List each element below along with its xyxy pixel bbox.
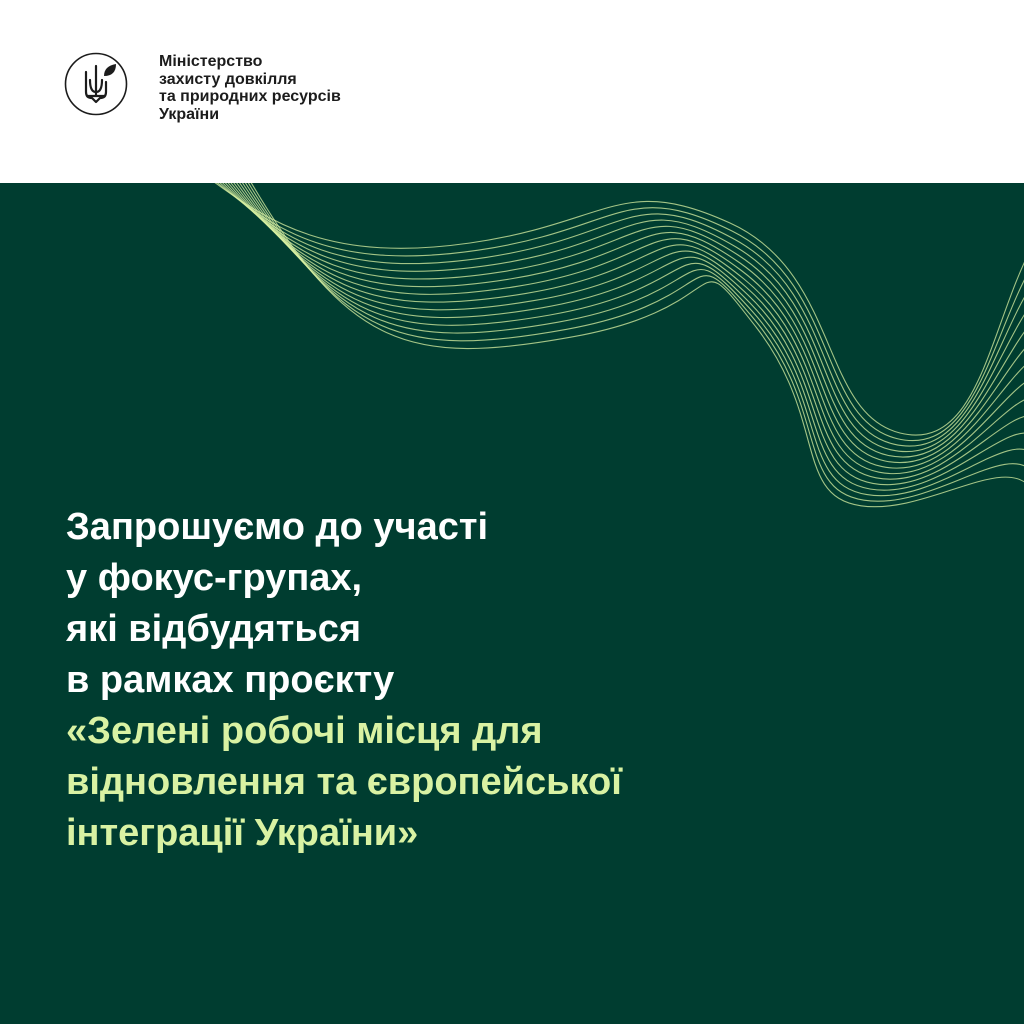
wave-line	[237, 183, 1024, 485]
wave-line	[213, 183, 1024, 441]
project-title-line: інтеграції України»	[66, 812, 419, 854]
ministry-name-line: та природних ресурсів	[159, 88, 341, 105]
project-title-line: «Зелені робочі місця для	[66, 710, 543, 752]
ministry-name-line: України	[159, 105, 220, 123]
ministry-name-line: захисту довкілля	[159, 70, 297, 88]
wave-line	[225, 183, 1024, 463]
project-title-line: відновлення та європейської	[66, 761, 622, 803]
trident-leaf-emblem-icon	[64, 52, 128, 116]
wave-line	[222, 183, 1024, 457]
wave-line	[228, 183, 1024, 468]
header	[0, 0, 1024, 183]
main-panel	[0, 183, 1024, 1024]
wave-line	[240, 183, 1024, 490]
headline	[66, 502, 622, 859]
headline-line: Запрошуємо до участі	[66, 506, 489, 548]
wave-line	[243, 183, 1024, 496]
ministry-name	[159, 53, 341, 123]
headline-line: які відбудяться	[66, 608, 362, 650]
wave-line	[219, 183, 1024, 452]
wave-line	[216, 183, 1024, 446]
headline-line: у фокус-групах,	[66, 557, 363, 599]
headline-line: в рамках проєкту	[66, 659, 395, 701]
ministry-name-line: Міністерство	[159, 53, 263, 70]
wave-line	[246, 183, 1024, 501]
wave-lines-icon	[0, 183, 1024, 513]
wave-line	[234, 183, 1024, 479]
wave-line	[210, 183, 1024, 435]
